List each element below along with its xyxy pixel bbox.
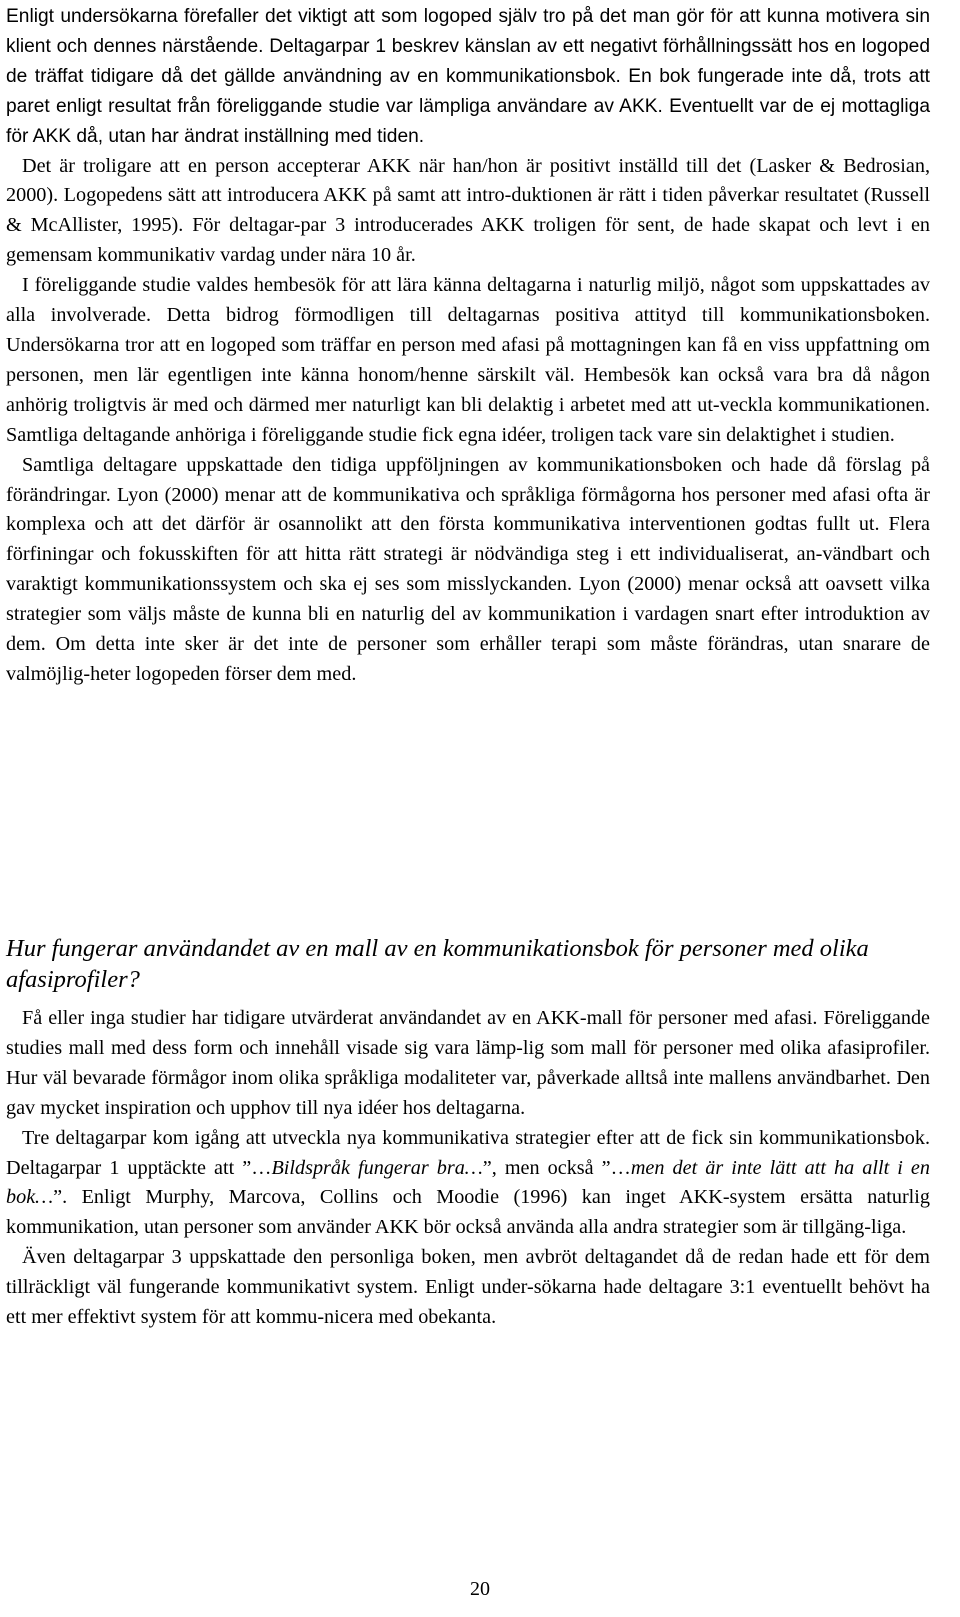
strategies-text-end: ”. Enligt Murphy, Marcova, Collins och Moodie (1996) kan inget AKK-system ersätta naturlig kommunikation, utan personer som använder AKK bör också använda alla andra strategier som är tillgäng-liga. [6, 1186, 930, 1239]
paragraph-follow-up: Samtliga deltagare uppskattade den tidiga uppföljningen av kommunikationsboken och hade då förslag på förändringar. Lyon (2000) menar att de kommunikativa och språkliga förmågorna hos personer med afasi ofta är komplexa och att det därför är osannolikt att den första kommunikativa interventionen godtas fullt ut. Flera förfiningar och fokusskiften för att hitta rätt strategi är nödvändiga steg i ett individualiserat, an-vändbart och varaktigt kommunikationssystem och ska ej ses som misslyckanden. Lyon (2000) menar också att oavsett vilka strategier som väljs måste de kunna bli en naturlig del av kommunikation i vardagen snart efter introduktion av dem. Om detta inte sker är det inte de personer som erhåller terapi som måste förändras, utan snarare de valmöjlig-heter logopeden förser dem med. [6, 453, 930, 685]
paragraph-home-visits: I föreliggande studie valdes hembesök för att lära känna deltagarna i naturlig miljö, något som uppskattades av alla involverade. Detta bidrog förmodligen till deltagarnas positiva attityd till kommunikationsboken. Undersökarna tror att en logoped som träffar en person med afasi på mottagningen kan få en viss uppfattning om personen, men lär egentligen inte känna honom/henne särskilt väl. Hembesök kan också vara bra då någon anhörig troligtvis är med och därmed mer naturligt kan bli delaktig i arbetet med att ut-veckla kommunikationen. Samtliga deltagande anhöriga i föreliggande studie fick egna idéer, troligen tack vare sin delaktighet i studien. [6, 274, 930, 446]
paragraph-new-strategies [6, 1127, 930, 1239]
strategies-text-middle: ”, men också ”… [482, 1156, 631, 1179]
section-heading: Hur fungerar användandet av en mall av en kommunikationsbok för personer med olika afasiprofiler? [6, 935, 869, 993]
discussion-text-lower [6, 1004, 930, 1333]
paragraph-motivation: Enligt undersökarna förefaller det viktigt att som logoped själv tro på det man gör för att kunna motivera sin klient och dennes närstående. Deltagarpar 1 beskrev känslan av ett negativt förhållningssätt hos en logoped de träffat tidigare då det gällde användning av en kommunikationsbok. En bok fungerade inte då, trots att paret enligt resultat från föreliggande studie var lämpliga användare av AKK. Eventuellt var de ej mottagliga för AKK då, utan har ändrat inställning med tiden. [6, 6, 930, 147]
strategies-text-start: Tre deltagarpar kom igång att utveckla nya kommunikativa strategier efter att de fick sin kommunikationsbok. Deltagarpar 1 upptäckte att ”… [6, 1126, 930, 1179]
participant-quote-1: Bildspråk fungerar bra… [271, 1156, 483, 1179]
participant-quote-2: men det är inte lätt att ha allt i en bok… [6, 1156, 930, 1209]
discussion-text-upper [6, 2, 930, 690]
paragraph-template-evaluation: Få eller inga studier har tidigare utvärderat användandet av en AKK-mall för personer med afasi. Föreliggande studies mall med dess form och innehåll visade sig vara lämp-lig som mall för personer med olika afasiprofiler. Hur väl bevarade förmågor inom olika språkliga modaliteter var, påverkade alltså inte mallens användbarhet. Den gav mycket inspiration och upphov till nya idéer hos deltagarna. [6, 1007, 930, 1119]
paragraph-participant-pair-3: Även deltagarpar 3 uppskattade den personliga boken, men avbröt deltagandet då de redan hade ett för dem tillräckligt väl fungerande kommunikativt system. Enligt under-sökarna hade deltagare 3:1 eventuellt behövt ha ett mer effektivt system för att kommu-nicera med obekanta. [6, 1246, 930, 1329]
paragraph-acceptance: Det är troligare att en person accepterar AKK när han/hon är positivt inställd till det (Lasker & Bedrosian, 2000). Logopedens sätt att introducera AKK på samt att intro-duktionen är rätt i tiden påverkar resultatet (Russell & McAllister, 1995). För deltagar-par 3 introducerades AKK troligen för sent, de hade skapat och levt i en gemensam kommunikativ vardag under nära 10 år. [6, 154, 930, 267]
page-number: 20 [470, 1578, 490, 1600]
